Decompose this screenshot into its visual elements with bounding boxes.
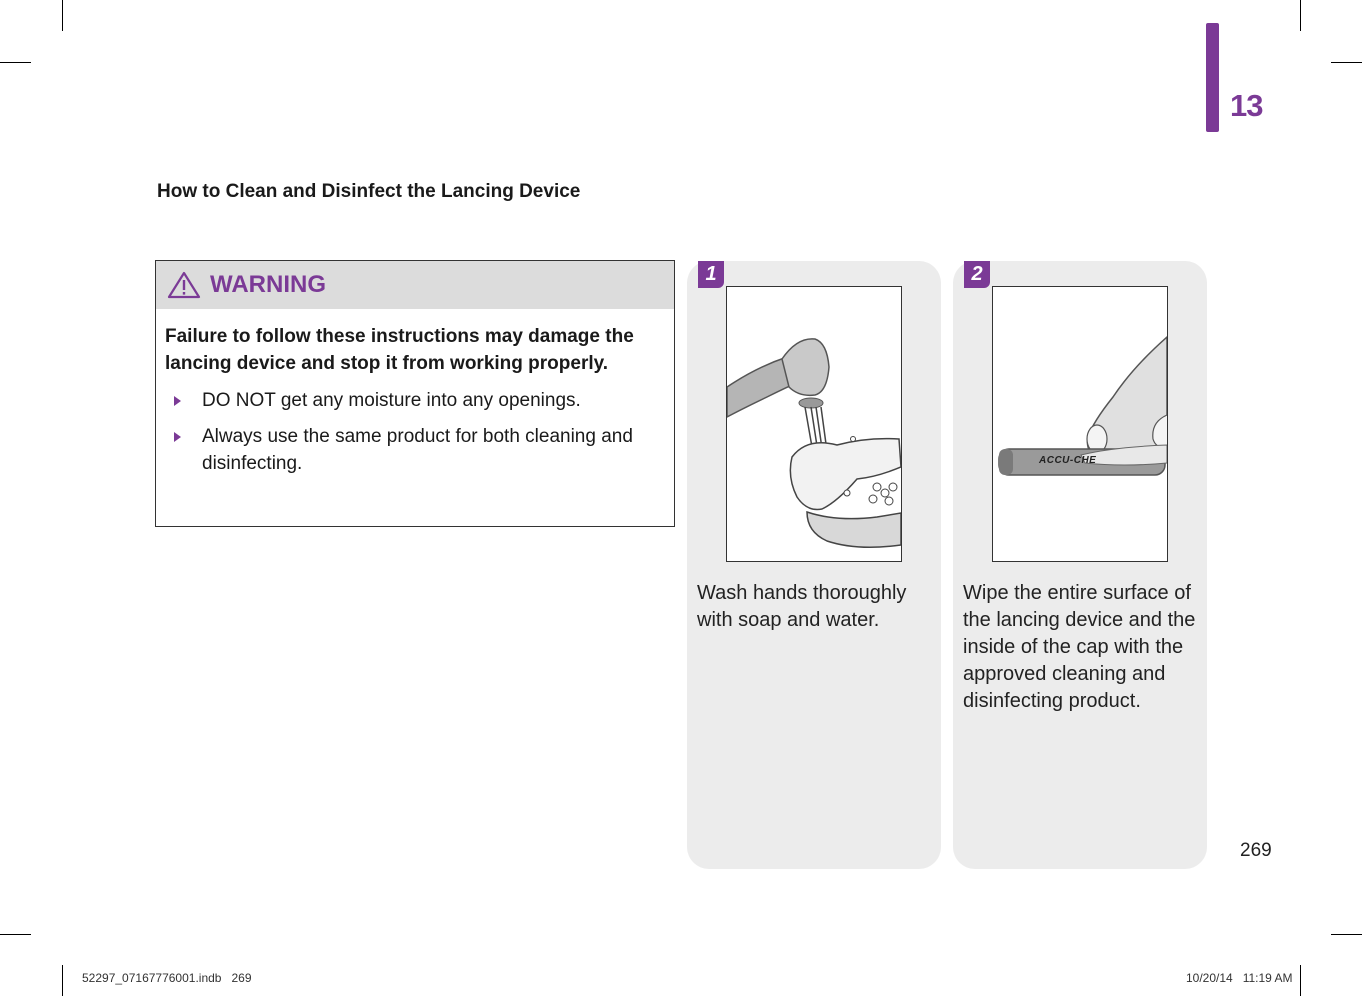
washing-hands-illustration: [726, 286, 902, 562]
crop-mark: [0, 62, 31, 63]
step-2-text: Wipe the entire surface of the lancing device and the inside of the cap with the approved cleaning and disinfecting product.: [963, 582, 1196, 712]
section-title: How to Clean and Disinfect the Lancing Device: [157, 181, 581, 202]
bullet-text: DO NOT get any moisture into any openings.: [202, 390, 581, 411]
crop-mark: [1331, 62, 1362, 63]
chapter-tab-bar: [1206, 23, 1219, 132]
crop-mark: [1331, 934, 1362, 935]
lancing-device-icon: [993, 287, 1167, 561]
crop-mark: [1300, 965, 1301, 996]
warning-triangle-icon: [167, 271, 201, 299]
chapter-number: 13: [1230, 88, 1263, 123]
wiping-lancing-device-illustration: [992, 286, 1168, 562]
crop-mark: [0, 934, 31, 935]
crop-mark: [62, 965, 63, 996]
step-number-badge: 2: [964, 261, 990, 288]
step-number-badge: 1: [698, 261, 724, 288]
bullet-text: Always use the same product for both cleaning and disinfecting.: [202, 426, 633, 474]
step-panel-2: [953, 261, 1207, 869]
faucet-hands-icon: [727, 287, 901, 561]
step-1-text: Wash hands thoroughly with soap and water.: [697, 582, 907, 631]
warning-header: [156, 261, 674, 309]
device-label: ACCU-CHE: [1039, 455, 1097, 466]
crop-mark: [1300, 0, 1301, 31]
bullet-arrow-icon: [174, 396, 181, 406]
footer-timestamp: 10/20/14 11:19 AM: [1186, 971, 1293, 985]
warning-box: [155, 260, 675, 527]
bullet-arrow-icon: [174, 432, 181, 442]
crop-mark: [62, 0, 63, 31]
warning-title: WARNING: [210, 271, 326, 298]
page-number: 269: [1240, 840, 1272, 861]
footer-file-info: 52297_07167776001.indb 269: [82, 971, 252, 985]
step-panel-1: [687, 261, 941, 869]
warning-lead-text: Failure to follow these instructions may damage the lancing device and stop it from working properly.: [165, 326, 634, 374]
